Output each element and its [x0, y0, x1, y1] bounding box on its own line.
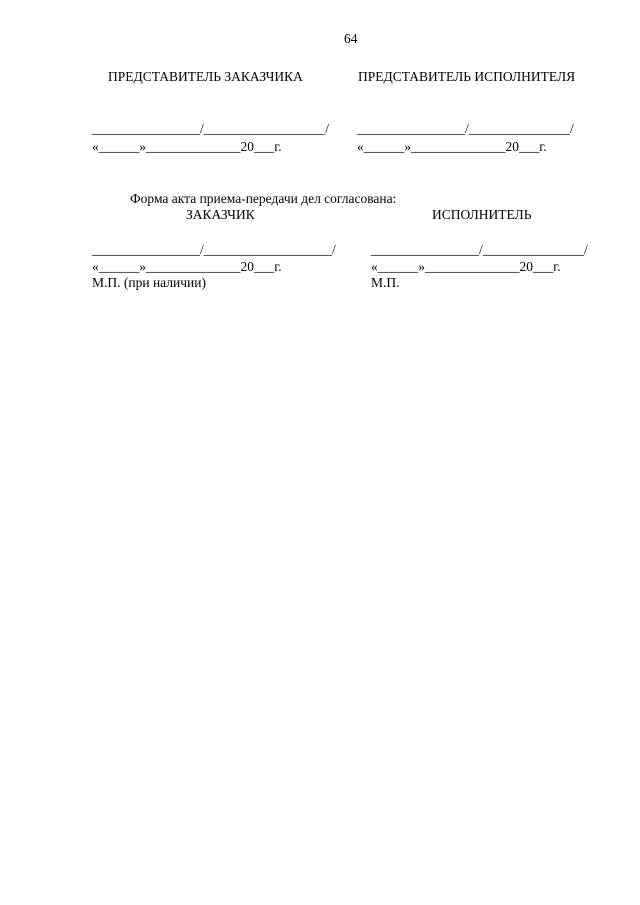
customer-stamp-label: М.П. (при наличии) — [92, 275, 206, 290]
customer-heading: ЗАКАЗЧИК — [186, 207, 255, 222]
agreement-statement: Форма акта приема-передачи дел согласована: — [130, 191, 397, 206]
contractor-signature-line-2: ________________/_______________/ — [371, 242, 588, 257]
contractor-date-line: «______»______________20___г. — [357, 139, 547, 154]
customer-signature-line: ________________/__________________/ — [92, 121, 330, 136]
customer-representative-heading: ПРЕДСТАВИТЕЛЬ ЗАКАЗЧИКА — [108, 69, 303, 84]
page-number: 64 — [344, 31, 358, 46]
customer-date-line-2: «______»______________20___г. — [92, 259, 282, 274]
contractor-representative-heading: ПРЕДСТАВИТЕЛЬ ИСПОЛНИТЕЛЯ — [358, 69, 576, 84]
contractor-date-line-2: «______»______________20___г. — [371, 259, 561, 274]
contractor-signature-line: ________________/_______________/ — [357, 121, 574, 136]
contractor-heading: ИСПОЛНИТЕЛЬ — [432, 207, 532, 222]
customer-date-line: «______»______________20___г. — [92, 139, 282, 154]
contractor-stamp-label: М.П. — [371, 275, 400, 290]
customer-signature-line-2: ________________/___________________/ — [92, 242, 336, 257]
